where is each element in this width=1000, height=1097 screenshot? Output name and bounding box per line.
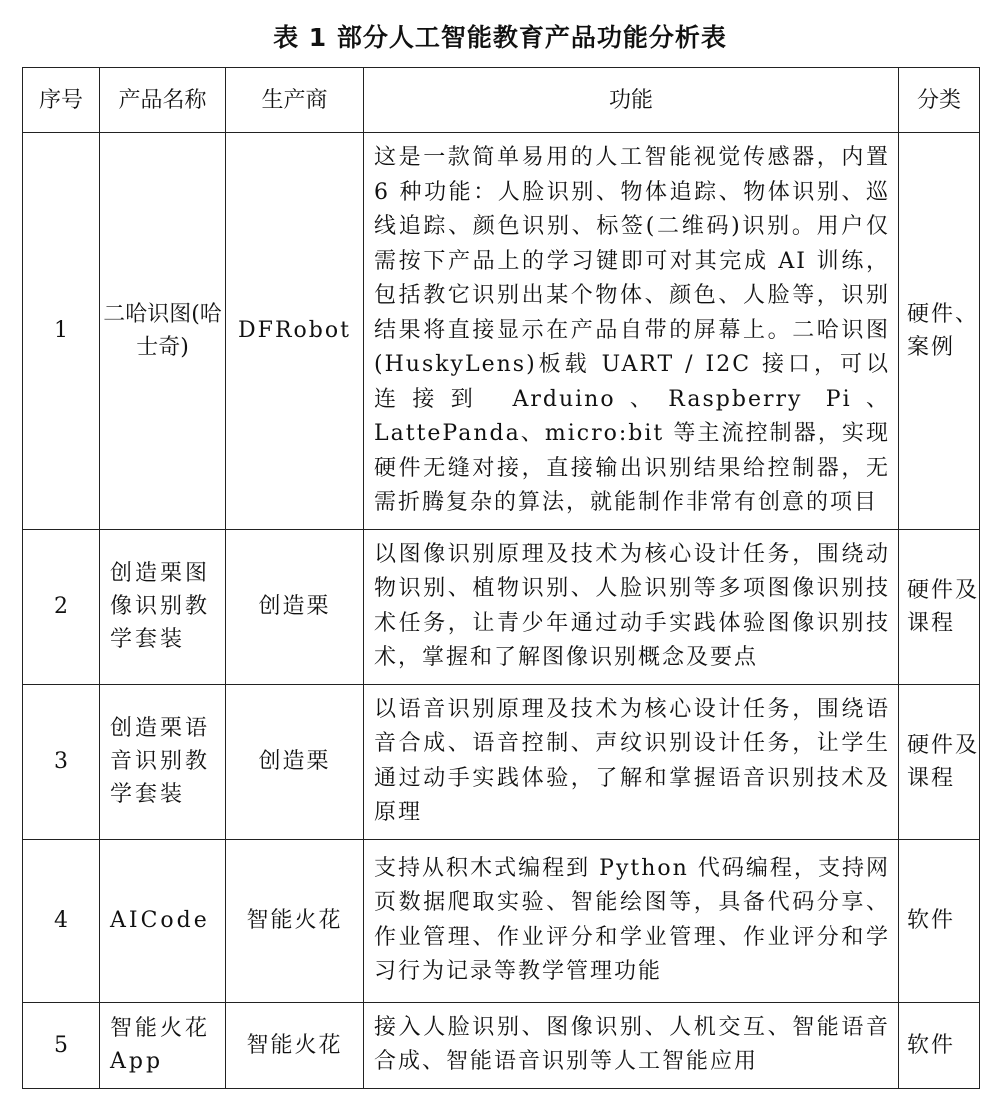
- row-maker: 创造栗: [226, 529, 364, 684]
- row-name: AICode: [100, 839, 226, 1002]
- header-category: 分类: [899, 68, 980, 133]
- row-name: 二哈识图(哈士奇): [100, 133, 226, 530]
- row-maker: 智能火花: [226, 839, 364, 1002]
- product-table: [22, 67, 980, 1089]
- row-function: 接入人脸识别、图像识别、人机交互、智能语音合成、智能语音识别等人工智能应用: [364, 1002, 899, 1088]
- row-no: 4: [23, 839, 100, 1002]
- row-function: 支持从积木式编程到 Python 代码编程，支持网页数据爬取实验、智能绘图等，具备代码分享、作业管理、作业评分和学业管理、作业评分和学习行为记录等教学管理功能: [364, 839, 899, 1002]
- row-no: 3: [23, 684, 100, 839]
- row-name: 创造栗图像识别教学套装: [100, 529, 226, 684]
- header-row: [23, 68, 980, 133]
- row-category: 硬件及课程: [899, 684, 980, 839]
- row-category: 软件: [899, 1002, 980, 1088]
- row-function: 这是一款简单易用的人工智能视觉传感器，内置 6 种功能：人脸识别、物体追踪、物体识别、巡线追踪、颜色识别、标签(二维码)识别。用户仅需按下产品上的学习键即可对其完成 AI 训练，包括教它识别出某个物体、颜色、人脸等，识别结果将直接显示在产品自带的屏幕上。二哈识图(HuskyLens)板载 UART / I2C 接口，可以连接到 Arduino、Raspberry Pi、LattePanda、micro:bit 等主流控制器，实现硬件无缝对接，直接输出识别结果给控制器，无需折腾复杂的算法，就能制作非常有创意的项目: [364, 133, 899, 530]
- header-name: 产品名称: [100, 68, 226, 133]
- row-category: 硬件及课程: [899, 529, 980, 684]
- row-category: 软件: [899, 839, 980, 1002]
- row-maker: DFRobot: [226, 133, 364, 530]
- header-function: 功能: [364, 68, 899, 133]
- table-row: [23, 839, 980, 1002]
- row-function: 以图像识别原理及技术为核心设计任务，围绕动物识别、植物识别、人脸识别等多项图像识别技术任务，让青少年通过动手实践体验图像识别技术，掌握和了解图像识别概念及要点: [364, 529, 899, 684]
- header-maker: 生产商: [226, 68, 364, 133]
- row-name: 智能火花App: [100, 1002, 226, 1088]
- row-maker: 创造栗: [226, 684, 364, 839]
- row-category: 硬件、案例: [899, 133, 980, 530]
- row-no: 1: [23, 133, 100, 530]
- row-function: 以语音识别原理及技术为核心设计任务，围绕语音合成、语音控制、声纹识别设计任务，让学生通过动手实践体验，了解和掌握语音识别技术及原理: [364, 684, 899, 839]
- table-caption: 表 1 部分人工智能教育产品功能分析表: [273, 23, 727, 52]
- row-no: 5: [23, 1002, 100, 1088]
- table-row: [23, 684, 980, 839]
- header-no: 序号: [23, 68, 100, 133]
- table-row: [23, 529, 980, 684]
- row-no: 2: [23, 529, 100, 684]
- row-name: 创造栗语音识别教学套装: [100, 684, 226, 839]
- table-row: [23, 133, 980, 530]
- row-maker: 智能火花: [226, 1002, 364, 1088]
- table-row: [23, 1002, 980, 1088]
